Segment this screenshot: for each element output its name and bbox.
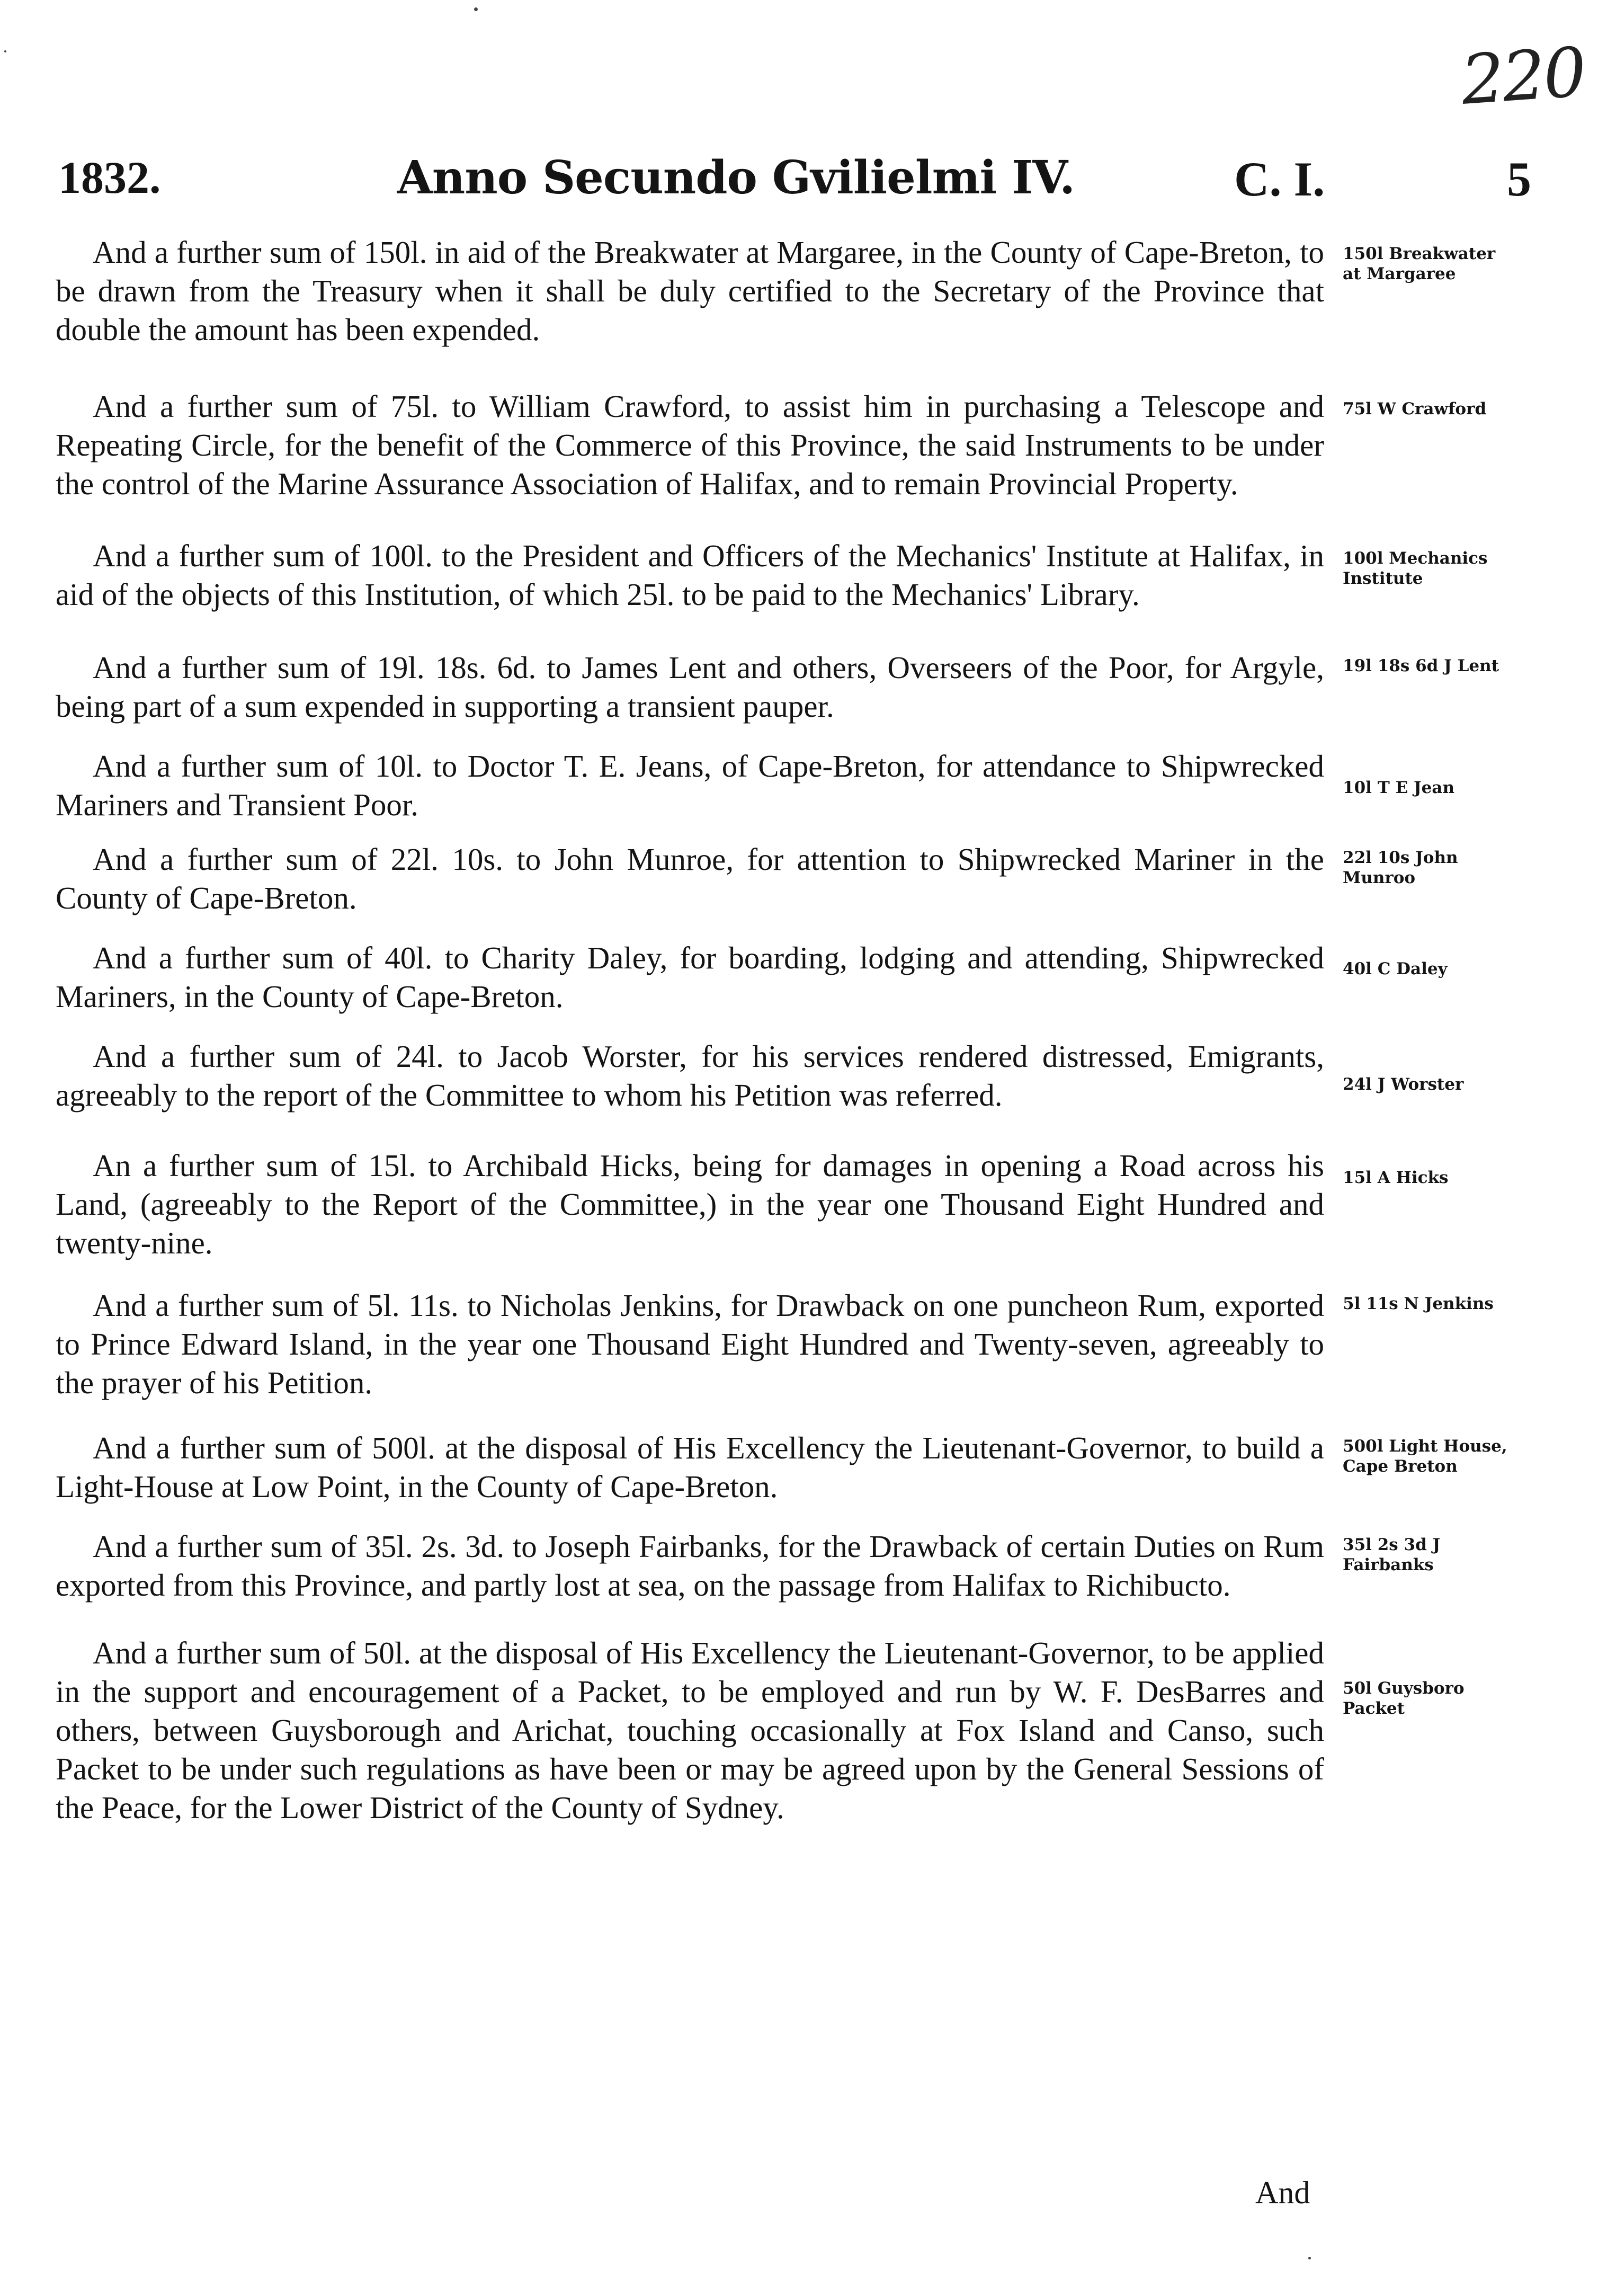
margin-note: 100l Mechanics Institute: [1343, 549, 1488, 588]
catchword: And: [1255, 2175, 1310, 2210]
entry-margaree-breakwater: [56, 233, 1592, 349]
entry-text: And a further sum of 40l. to Charity Daley, for boarding, lodging and attending, Shipwrecked Mariners, in the County of Cape-Breton.: [56, 940, 1324, 1014]
entry-text: And a further sum of 22l. 10s. to John Munroe, for attention to Shipwrecked Mariner in the County of Cape-Breton.: [56, 842, 1324, 915]
margin-note: 150l Breakwater at Margaree: [1343, 244, 1496, 283]
margin-note: 500l Light House, Cape Breton: [1343, 1437, 1507, 1476]
page-number: 5: [1507, 152, 1531, 206]
running-head-chapter: C. I.: [1234, 152, 1325, 206]
margin-note: 22l 10s John Munroo: [1343, 848, 1458, 887]
entry-mechanics-institute: [56, 537, 1592, 614]
margin-note: 50l Guysboro Packet: [1343, 1679, 1465, 1718]
appropriation-entries: [56, 233, 1592, 1825]
entry-lent: [56, 648, 1592, 726]
entry-daley: [56, 939, 1592, 1016]
margin-note: 19l 18s 6d J Lent: [1343, 656, 1499, 675]
margin-note: 40l C Daley: [1343, 959, 1448, 978]
entry-munroe: [56, 840, 1592, 918]
margin-note: 5l 11s N Jenkins: [1343, 1294, 1494, 1313]
margin-note: 24l J Worster: [1343, 1075, 1464, 1094]
entry-crawford: [56, 387, 1592, 503]
entry-text: And a further sum of 10l. to Doctor T. E. Jeans, of Cape-Breton, for attendance to Shipwrecked Mariners and Transient Poor.: [56, 749, 1324, 822]
entry-text: And a further sum of 150l. in aid of the Breakwater at Margaree, in the County of Cape-Breton, to be drawn from the Treasury when it shall be duly certified to the Secretary of the Province that double the amount has been expended.: [56, 235, 1324, 347]
print-speck: [1308, 2257, 1311, 2259]
entry-jenkins: [56, 1286, 1592, 1402]
entry-text: And a further sum of 50l. at the disposal of His Excellency the Lieutenant-Governor, to be applied in the support and encouragement of a Packet, to be employed and run by W. F. DesBarres and others, between Guysborough and Arichat, touching occasionally at Fox Island and Canso, such Packet to be under such regulations as have been or may be agreed upon by the General Sessions of the Peace, for the Lower District of the County of Sydney.: [56, 1635, 1324, 1825]
entry-jeans: [56, 747, 1592, 824]
entry-fairbanks: [56, 1527, 1592, 1605]
print-speck: [474, 7, 478, 11]
entry-text: And a further sum of 5l. 11s. to Nicholas Jenkins, for Drawback on one puncheon Rum, exported to Prince Edward Island, in the year one Thousand Eight Hundred and Twenty-seven, agreeably to the prayer of his Petition.: [56, 1288, 1324, 1400]
margin-note: 10l T E Jean: [1343, 778, 1455, 797]
margin-note: 75l W Crawford: [1343, 399, 1487, 419]
entry-text: And a further sum of 35l. 2s. 3d. to Joseph Fairbanks, for the Drawback of certain Duties on Rum exported from this Province, and partly lost at sea, on the passage from Halifax to Richibucto.: [56, 1529, 1324, 1603]
print-speck: [4, 50, 6, 52]
entry-light-house: [56, 1429, 1592, 1506]
entry-text: And a further sum of 75l. to William Crawford, to assist him in purchasing a Telescope and Repeating Circle, for the benefit of the Commerce of this Province, the said Instruments to be under the control of the Marine Assurance Association of Halifax, and to remain Provincial Property.: [56, 389, 1324, 501]
running-head: [58, 151, 1531, 220]
entry-text: And a further sum of 100l. to the President and Officers of the Mechanics' Institute at Halifax, in aid of the objects of this Institution, of which 25l. to be paid to the Mechanics' Library.: [56, 538, 1324, 612]
running-head-year: 1832.: [58, 152, 161, 203]
entry-text: And a further sum of 24l. to Jacob Worster, for his services rendered distressed, Emigrants, agreeably to the report of the Committee to whom his Petition was referred.: [56, 1039, 1324, 1113]
entry-guysborough-packet: [56, 1634, 1592, 1827]
running-head-title: Anno Secundo Gvilielmi IV.: [397, 151, 1075, 204]
entry-worster: [56, 1037, 1592, 1115]
margin-note: 35l 2s 3d J Fairbanks: [1343, 1535, 1441, 1574]
entry-text: An a further sum of 15l. to Archibald Hicks, being for damages in opening a Road across his Land, (agreeably to the Report of the Committee,) in the year one Thousand Eight Hundred and twenty-nine.: [56, 1148, 1324, 1260]
entry-text: And a further sum of 500l. at the disposal of His Excellency the Lieutenant-Governor, to build a Light-House at Low Point, in the County of Cape-Breton.: [56, 1430, 1324, 1504]
entry-text: And a further sum of 19l. 18s. 6d. to James Lent and others, Overseers of the Poor, for Argyle, being part of a sum expended in supporting a transient pauper.: [56, 650, 1324, 724]
entry-hicks: [56, 1146, 1592, 1262]
margin-note: 15l A Hicks: [1343, 1168, 1449, 1187]
folio-number-handwritten: 220: [1458, 33, 1587, 120]
